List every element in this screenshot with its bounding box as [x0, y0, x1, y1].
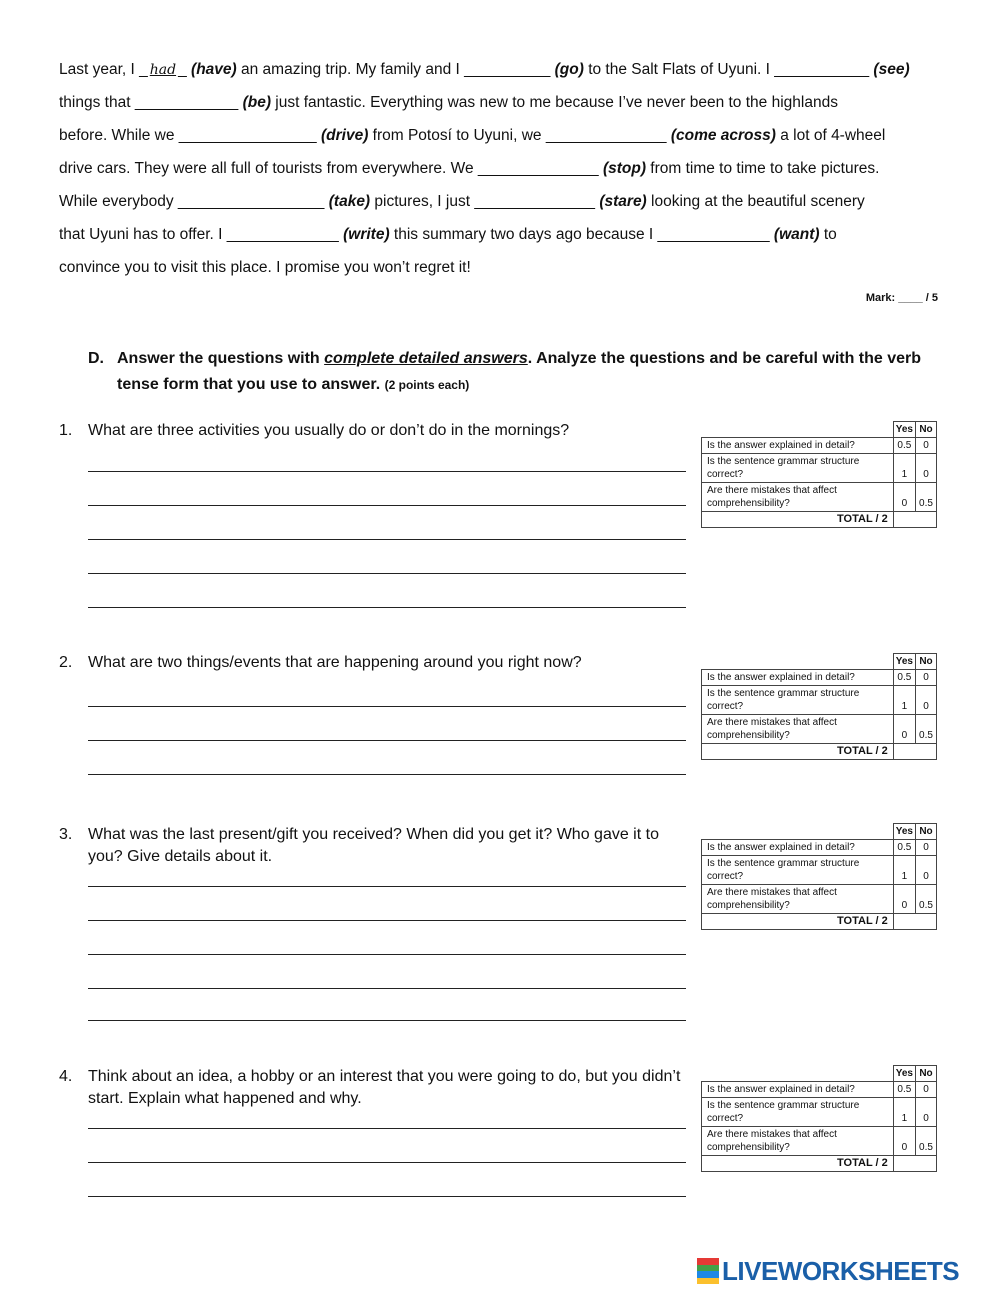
logo-text: LIVEWORKSHEETS: [722, 1255, 960, 1286]
rubric-yes-header: Yes: [893, 824, 915, 840]
rubric-row: [702, 885, 937, 914]
question-1-text: What are three activities you usually do or don’t do in the mornings?: [88, 422, 570, 439]
verb-hint: (stare): [599, 193, 647, 210]
handwritten-answer: had: [149, 62, 177, 78]
answer-line[interactable]: [88, 954, 686, 955]
rubric-criterion: Is the answer explained in detail?: [702, 840, 894, 856]
verb-hint: (see): [873, 61, 910, 78]
rubric-row: [702, 670, 937, 686]
rubric-no-value: 0: [916, 1098, 937, 1127]
rubric-corner: [702, 422, 894, 438]
rubric-criterion: Is the sentence grammar structure correct?: [702, 856, 894, 885]
question-4: 4. Think about an idea, a hobby or an interest that you were going to do, but you didn’t start. Explain what happened and why.: [59, 1066, 689, 1110]
verb-hint: (have): [191, 61, 237, 78]
question-2-text: What are two things/events that are happening around you right now?: [88, 654, 582, 671]
rubric-row: [702, 1098, 937, 1127]
rubric-criterion: Is the sentence grammar structure correct?: [702, 454, 894, 483]
rubric-no-header: No: [916, 422, 937, 438]
rubric-no-header: No: [916, 824, 937, 840]
rubric-total-label: TOTAL / 2: [702, 744, 894, 760]
rubric-total-score[interactable]: [893, 744, 936, 760]
answer-line[interactable]: [88, 505, 686, 506]
rubric-yes-value: 1: [893, 686, 915, 715]
rubric-no-value: 0.5: [916, 715, 937, 744]
rubric-no-value: 0: [916, 686, 937, 715]
rubric-yes-value: 0.5: [893, 840, 915, 856]
rubric-total-label: TOTAL / 2: [702, 1156, 894, 1172]
rubric-total-score[interactable]: [893, 914, 936, 930]
paragraph-text: drive cars. They were all full of tourists from everywhere. We ______________: [59, 160, 603, 177]
paragraph-text: While everybody _________________: [59, 193, 329, 210]
rubric-total-label: TOTAL / 2: [702, 512, 894, 528]
paragraph-text: Last year, I: [59, 61, 140, 78]
rubric-yes-value: 1: [893, 454, 915, 483]
rubric-criterion: Is the answer explained in detail?: [702, 1082, 894, 1098]
question-3-text: What was the last present/gift you received? When did you get it? Who gave it to you? Give details about it.: [88, 826, 659, 865]
answer-line[interactable]: [88, 1128, 686, 1129]
rubric-row: [702, 1127, 937, 1156]
rubric-corner: [702, 824, 894, 840]
verb-hint: (drive): [320, 127, 369, 144]
rubric-criterion: Is the answer explained in detail?: [702, 438, 894, 454]
rubric-row: [702, 454, 937, 483]
rubric-row: [702, 715, 937, 744]
answer-line[interactable]: [88, 706, 686, 707]
rubric-no-value: 0: [916, 840, 937, 856]
paragraph-line: [59, 152, 939, 185]
answer-line[interactable]: [88, 988, 686, 989]
paragraph-text: to the Salt Flats of Uyuni. I ___________: [583, 61, 874, 78]
paragraph-text: _: [178, 61, 192, 78]
rubric-total-label: TOTAL / 2: [702, 914, 894, 930]
answer-line[interactable]: [88, 1162, 686, 1163]
answer-line[interactable]: [88, 471, 686, 472]
paragraph-text: convince you to visit this place. I promise you won’t regret it!: [59, 259, 471, 276]
verb-hint: (go): [554, 61, 584, 78]
rubric-yes-value: 1: [893, 1098, 915, 1127]
rubric-yes-value: 0.5: [893, 670, 915, 686]
rubric-no-header: No: [916, 1066, 937, 1082]
rubric-no-value: 0.5: [916, 885, 937, 914]
logo-stripe: [697, 1278, 719, 1285]
paragraph-text: this summary two days ago because I _____________: [389, 226, 774, 243]
answer-line[interactable]: [88, 607, 686, 608]
paragraph-text: things that ____________: [59, 94, 243, 111]
section-letter: D.: [88, 350, 104, 367]
rubric-no-value: 0: [916, 438, 937, 454]
rubric-no-value: 0: [916, 1082, 937, 1098]
rubric-no-value: 0: [916, 670, 937, 686]
verb-hint: (come across): [670, 127, 776, 144]
rubric-criterion: Are there mistakes that affect comprehensibility?: [702, 483, 894, 512]
answer-line[interactable]: [88, 1196, 686, 1197]
paragraph-text: looking at the beautiful scenery: [646, 193, 865, 210]
answer-line[interactable]: [88, 573, 686, 574]
instruction-emphasis: complete detailed answers: [324, 350, 528, 367]
rubric-yes-header: Yes: [893, 654, 915, 670]
rubric-table-2: [701, 653, 937, 760]
rubric-yes-value: 0: [893, 483, 915, 512]
rubric-row: [702, 438, 937, 454]
paragraph-text: _: [139, 61, 148, 78]
rubric-criterion: Is the answer explained in detail?: [702, 670, 894, 686]
rubric-table-3: [701, 823, 937, 930]
logo-badge-icon: [697, 1258, 719, 1284]
rubric-yes-value: 0: [893, 715, 915, 744]
rubric-criterion: Are there mistakes that affect comprehensibility?: [702, 885, 894, 914]
rubric-yes-header: Yes: [893, 1066, 915, 1082]
rubric-criterion: Is the sentence grammar structure correct?: [702, 1098, 894, 1127]
paragraph-line: [59, 185, 939, 218]
rubric-row: [702, 483, 937, 512]
paragraph-text: before. While we ________________: [59, 127, 321, 144]
paragraph-text: pictures, I just ______________: [370, 193, 600, 210]
paragraph-text: a lot of 4-wheel: [775, 127, 886, 144]
rubric-table-4: [701, 1065, 937, 1172]
answer-line[interactable]: [88, 774, 686, 775]
question-4-text: Think about an idea, a hobby or an interest that you were going to do, but you didn’t start. Explain what happened and why.: [88, 1068, 681, 1107]
paragraph-text: an amazing trip. My family and I __________: [236, 61, 555, 78]
rubric-criterion: Are there mistakes that affect comprehensibility?: [702, 715, 894, 744]
rubric-yes-value: 0.5: [893, 1082, 915, 1098]
liveworksheets-logo[interactable]: [697, 1255, 959, 1287]
rubric-total-score[interactable]: [893, 512, 936, 528]
points-note: (2 points each): [384, 378, 470, 392]
paragraph-line: [59, 119, 939, 152]
question-3: 3. What was the last present/gift you received? When did you get it? Who gave it to you? Give details about it.: [59, 824, 689, 868]
rubric-row: [702, 1082, 937, 1098]
paragraph-line: [59, 251, 939, 284]
rubric-row: [702, 686, 937, 715]
rubric-row: [702, 856, 937, 885]
verb-hint: (be): [242, 94, 271, 111]
paragraph-text: from Potosí to Uyuni, we ______________: [368, 127, 671, 144]
rubric-yes-value: 0: [893, 1127, 915, 1156]
paragraph-line: [59, 86, 939, 119]
rubric-yes-value: 0.5: [893, 438, 915, 454]
paragraph-text: from time to time to take pictures.: [645, 160, 880, 177]
rubric-table-1: [701, 421, 937, 528]
rubric-criterion: Are there mistakes that affect comprehensibility?: [702, 1127, 894, 1156]
rubric-no-value: 0.5: [916, 1127, 937, 1156]
rubric-no-value: 0.5: [916, 483, 937, 512]
answer-line[interactable]: [88, 539, 686, 540]
rubric-corner: [702, 654, 894, 670]
answer-line[interactable]: [88, 920, 686, 921]
paragraph-line: [59, 53, 939, 86]
rubric-yes-value: 1: [893, 856, 915, 885]
rubric-corner: [702, 1066, 894, 1082]
verb-hint: (write): [343, 226, 390, 243]
rubric-no-value: 0: [916, 454, 937, 483]
rubric-yes-header: Yes: [893, 422, 915, 438]
verb-hint: (stop): [602, 160, 646, 177]
verb-hint: (want): [773, 226, 820, 243]
rubric-yes-value: 0: [893, 885, 915, 914]
paragraph-text: just fantastic. Everything was new to me because I’ve never been to the highlands: [271, 94, 838, 111]
rubric-criterion: Is the sentence grammar structure correct?: [702, 686, 894, 715]
rubric-total-score[interactable]: [893, 1156, 936, 1172]
paragraph-line: [59, 218, 939, 251]
paragraph-text: that Uyuni has to offer. I _____________: [59, 226, 344, 243]
answer-line[interactable]: [88, 1020, 686, 1021]
answer-line[interactable]: [88, 886, 686, 887]
section-d-instructions: D. Answer the questions with complete detailed answers. Analyze the questions and be careful with the verb tense form that you use to answer. (2 points each): [88, 346, 943, 398]
paragraph-text: to: [819, 226, 837, 243]
rubric-no-header: No: [916, 654, 937, 670]
rubric-no-value: 0: [916, 856, 937, 885]
question-2: 2. What are two things/events that are happening around you right now?: [59, 652, 689, 674]
verb-hint: (take): [328, 193, 371, 210]
fill-in-paragraph: [59, 53, 939, 284]
question-1: 1. What are three activities you usually do or don’t do in the mornings?: [59, 420, 689, 442]
paragraph-mark: Mark: ____ / 5: [865, 292, 938, 304]
answer-line[interactable]: [88, 740, 686, 741]
rubric-row: [702, 840, 937, 856]
